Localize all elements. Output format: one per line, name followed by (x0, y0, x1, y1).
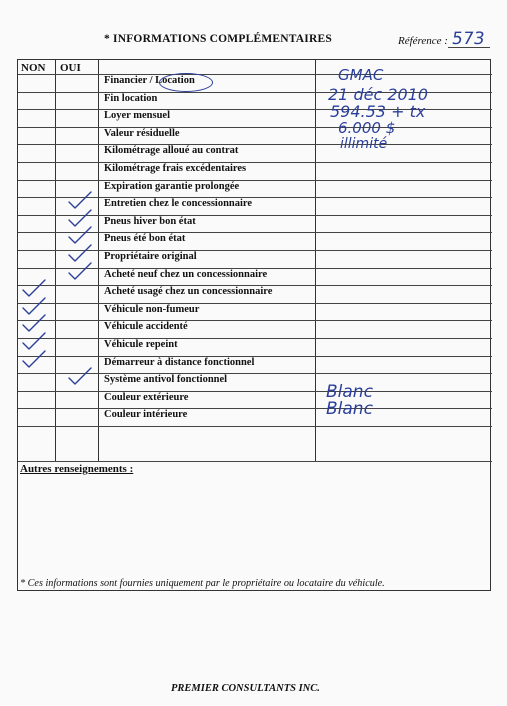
row-rule (18, 408, 492, 409)
row-label: Loyer mensuel (104, 110, 171, 122)
handwritten-value[interactable]: GMAC (338, 66, 384, 84)
handwritten-value[interactable]: illimité (340, 136, 388, 153)
non-checkmark-icon[interactable] (22, 298, 46, 316)
row-rule (18, 162, 492, 163)
handwritten-value[interactable]: 6.000 $ (338, 118, 396, 137)
form-title: * INFORMATIONS COMPLÉMENTAIRES (104, 33, 332, 45)
handwritten-value[interactable]: Blanc (326, 381, 373, 402)
row-label: Acheté neuf chez un concessionnaire (104, 268, 268, 280)
row-rule (18, 144, 492, 145)
row-rule (18, 180, 492, 181)
row-rule (18, 338, 492, 339)
handwritten-value[interactable]: Blanc (326, 399, 373, 420)
handwritten-value[interactable]: 594.53 + tx (330, 102, 426, 122)
reference-underline (448, 47, 490, 48)
row-label: Kilométrage frais excédentaires (104, 163, 247, 174)
oui-checkmark-icon[interactable] (68, 368, 92, 386)
row-label: Fin location (104, 92, 158, 104)
footnote: * Ces informations sont fournies uniquement par le propriétaire ou locataire du véhicule. (20, 578, 385, 589)
company-name: PREMIER CONSULTANTS INC. (171, 683, 320, 694)
autres-renseignements-label: Autres renseignements : (20, 463, 134, 475)
location-circle-mark (159, 73, 213, 92)
row-label: Entretien chez le concessionnaire (104, 198, 253, 210)
row-label: Pneus été bon état (104, 233, 186, 245)
column-header-non: NON (21, 62, 46, 74)
oui-checkmark-icon[interactable] (68, 245, 92, 263)
non-checkmark-icon[interactable] (22, 333, 46, 351)
header-rule (18, 74, 492, 75)
row-label: Véhicule repeint (104, 339, 178, 350)
handwritten-value[interactable]: 21 déc 2010 (328, 84, 429, 104)
reference-label: Référence : (398, 35, 448, 47)
oui-checkmark-icon[interactable] (68, 263, 92, 281)
row-rule (18, 426, 492, 427)
non-checkmark-icon[interactable] (22, 280, 46, 298)
row-label: Kilométrage alloué au contrat (104, 145, 239, 157)
row-rule (18, 320, 492, 321)
column-divider-value (315, 60, 316, 461)
row-label: Véhicule accidenté (104, 321, 188, 333)
row-rule (18, 356, 492, 357)
row-label: Système antivol fonctionnel (104, 374, 228, 386)
row-rule (18, 127, 492, 128)
non-checkmark-icon[interactable] (22, 315, 46, 333)
row-rule (18, 391, 492, 392)
row-label: Acheté usagé chez un concessionnaire (104, 286, 273, 298)
oui-checkmark-icon[interactable] (68, 210, 92, 228)
column-divider-oui (98, 60, 99, 461)
column-divider-non (55, 60, 56, 461)
table-bottom-rule (18, 461, 492, 462)
row-label: Couleur extérieure (104, 391, 189, 403)
row-label: Pneus hiver bon état (104, 215, 196, 227)
row-label: Couleur intérieure (104, 409, 188, 421)
oui-checkmark-icon[interactable] (68, 227, 92, 245)
row-rule (18, 303, 492, 304)
details-form (17, 59, 491, 591)
non-checkmark-icon[interactable] (22, 351, 46, 369)
reference-value: 573 (450, 29, 486, 49)
row-label: Véhicule non-fumeur (104, 303, 200, 315)
row-label: Démarreur à distance fonctionnel (104, 356, 255, 368)
row-label: Valeur résiduelle (104, 127, 180, 139)
oui-checkmark-icon[interactable] (68, 192, 92, 210)
row-label: Expiration garantie prolongée (104, 180, 240, 192)
row-label: Financier / Location (104, 75, 195, 86)
column-header-oui: OUI (60, 62, 81, 74)
row-label: Propriétaire original (104, 251, 197, 262)
